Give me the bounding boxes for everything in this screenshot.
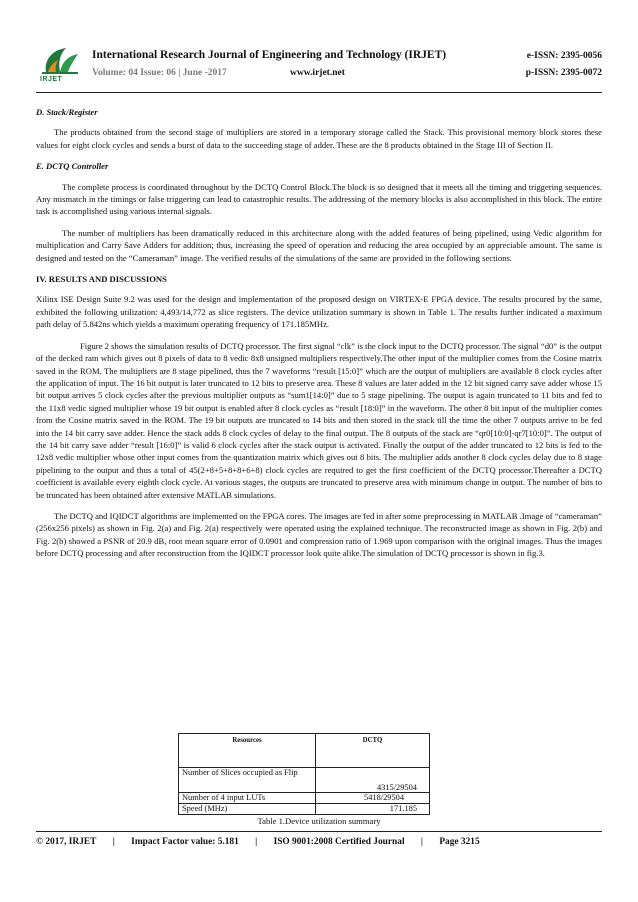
journal-title: International Research Journal of Engineering and Technology (IRJET) [92, 49, 447, 61]
article-body [36, 106, 602, 569]
footer-impact-factor: Impact Factor value: 5.181 [131, 837, 239, 847]
paragraph: The DCTQ and IQIDCT algorithms are implemented on the FPGA cores. The images are fed in after some preprocessing in MATLAB .Image of “cameraman” (256x256 pixels) as shown in Fig. 2(a) and Fig. 2(a) respectively were operated using the explained technique. The reconstructed image as shown in Fig. 2(b) and Fig. 2(b) showed a PSNR of 20.9 dB, root mean square error of 0.0901 and compression ratio of 1.969 upon comparison with the original images. Thus the images before DCTQ processing and after reconstruction from the IQIDCT processor look quite alike.The simulation of DCTQ processor is shown in fig.3. [36, 510, 602, 559]
footer-separator: | [255, 837, 258, 847]
paragraph: The products obtained from the second stage of multipliers are stored in a temporary storage called the Stack. This provisional memory block stores these values for eight clock cycles and sends a burst of data to the succeeding stage of adder. These are the 8 products obtained in the Stage III of Section II. [36, 127, 602, 150]
logo-text: IRJET [40, 76, 63, 83]
table-cell: Number of Slices occupied as Flip [179, 768, 316, 793]
table-cell: 4315/29504 [316, 768, 430, 793]
section-heading-d: D. Stack/Register [36, 107, 98, 117]
utilization-table [178, 733, 430, 815]
header-rule [36, 92, 602, 93]
utilization-table-wrap [178, 733, 430, 815]
paragraph: The complete process is coordinated throughout by the DCTQ Control Block.The block is so designed that it meets all the timing and triggering sequences. Any mismatch in the timings or false triggering can lead to catastrophic results. The addressing of the memory blocks is also accomplished in this block. The entire task is accomplished using various internal signals. [36, 181, 602, 217]
footer-copyright: © 2017, IRJET [36, 837, 97, 847]
website-link[interactable]: www.irjet.net [290, 68, 345, 78]
table-cell: Speed (MHz) [179, 804, 316, 815]
paragraph: Xilinx ISE Design Suite 9.2 was used for the design and implementation of the proposed design on VIRTEX-E FPGA device. The results procured by the same, exhibited the following utilization: 4,493/14,772 as slice registers. The device utilization summary is shown in Table 1. The results further indicated a maximum path delay of 5.842ns which yields a maximum operating frequency of 171.185MHz. [36, 294, 602, 330]
paragraph: The number of multipliers has been dramatically reduced in this architecture along with the added features of being pipelined, using Vedic algorithm for multiplication and Carry Save Adders for addition; thus, increasing the speed of operation and reducing the area occupied by an appreciable amount. The same is designed and tested on the “Cameraman” image. The verified results of the simulations of the same are provided in the following sections. [36, 227, 602, 263]
irjet-logo-icon [36, 44, 82, 90]
table-cell: Number of 4 input LUTs [179, 793, 316, 804]
footer-page-number: Page 3215 [439, 837, 480, 847]
page-footer [36, 837, 602, 847]
section-heading-e: E. DCTQ Controller [36, 161, 109, 172]
footer-separator: | [420, 837, 423, 847]
table-header: Resources [179, 734, 316, 768]
volume-issue: Volume: 04 Issue: 06 | June -2017 [92, 68, 227, 78]
e-issn: e-ISSN: 2395-0056 [526, 51, 602, 61]
journal-header [36, 44, 602, 90]
footer-iso: ISO 9001:2008 Certified Journal [273, 837, 405, 847]
section-heading-iv: IV. RESULTS AND DISCUSSIONS [36, 274, 167, 285]
table-caption: Table 1.Device utilization summary [257, 816, 381, 826]
table-row [179, 768, 430, 793]
paragraph: Figure 2 shows the simulation results of DCTQ processor. The first signal “clk” is the clock input to the DCTQ processor. The signal “d0” is the output of the decked ram which gives out 8 pixels of data to 8 vedic 8x8 unsigned multipliers respectively.The other input of the multiplier comes from the Cosine matrix saved in the ROM. The multipliers are 8 stage pipelined, thus the 7 waveforms “result [15:0]” which are the output of multipliers are available 8 clock cycles after the application of input. The 16 bit output is later truncated to 12 bits to preserve area. These 8 values are later added in the 12 bit signed carry save adder whose 15 bit output arrives 5 clock cycles after the previous multiplier outputs as “sum1[14:0]” due to 5 stage pipelining. The output is again truncated to 11 bits and fed to the 11x8 vedic signed multiplier whose 19 bit output is enabled after 8 clock cycles as “result [18:0]” in the waveform. The other 8 bit input of the multiplier comes from the Cosine matrix saved in the ROM. The 19 bit outputs are truncated to 14 bits and then stored in the stack till the time the other 7 outputs arrive to be fed into the 14 bit carry save adder. Hence the stack adds 8 clock cycles of delay to the final output. The 8 outputs of the stack are “qr0[10:0]-qr7[10:0]”. The output of the 14 bit carry save adder “result [16:0]” is valid 6 clock cycles after the stack output is activated. Finally the output of the adder truncated to 12 bits is fed to the 12x8 vedic multiplier whose other input comes from the quantization matrix which gives out 8 bits. The multiplier adds another 8 clock cycles delay due to 8 stage pipelining to the output and thus a total of 45(2+8+5+8+8+6+8) clock cycles are required to get the first coefficient of the DCTQ processor.Thereafter a DCTQ coefficient is available every eighth clock cycle. At various stages, the outputs are truncated to preserve area with minimum change in output. The number of bits to be truncated has been obtained after extensive MATLAB simulations. [36, 340, 602, 500]
footer-rule [36, 831, 602, 832]
table-cell: 171.185 [316, 804, 430, 815]
table-cell: 5418/29504 [316, 793, 430, 804]
footer-separator: | [112, 837, 115, 847]
table-row [179, 793, 430, 804]
table-row [179, 804, 430, 815]
p-issn: p-ISSN: 2395-0072 [525, 68, 602, 78]
table-header: DCTQ [316, 734, 430, 768]
